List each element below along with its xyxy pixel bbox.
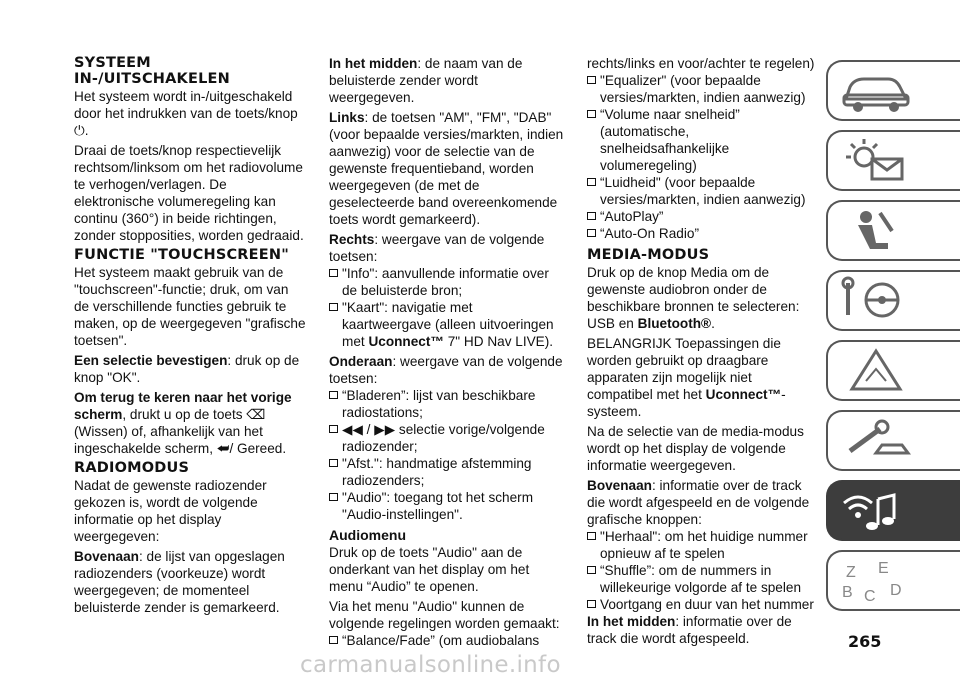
bold-term: Onderaan xyxy=(329,354,393,369)
column-1 xyxy=(74,55,306,619)
chapter-tabs xyxy=(826,60,960,620)
bullet-item: “Shuffle”: om de nummers in willekeurige volgorde af te spelen xyxy=(587,562,819,596)
heading-media-modus: MEDIA-MODUS xyxy=(587,247,710,263)
key-steering-icon xyxy=(836,275,926,325)
tab-emergency[interactable] xyxy=(826,340,960,401)
paragraph: Nadat de gewenste radiozender gekozen is, wordt de volgende informatie op het display weergegeven: xyxy=(74,478,267,544)
paragraph: Draai de toets/knop respectievelijk rechtsom/linksom om het radiovolume te verhogen/verlagen. De elektronische volumeregeling kan continu (360°) in beide richtingen, zonder stopposities, worden gedraaid. xyxy=(74,143,304,243)
paragraph xyxy=(74,389,306,457)
bold-term: Een selectie bevestigen xyxy=(74,353,228,368)
paragraph xyxy=(329,353,565,387)
paragraph: Druk op de toets "Audio" aan de onderkant van het display om het menu “Audio” te openen. xyxy=(329,545,530,594)
text: : de naam van de beluisterde zender wordt weergegeven. xyxy=(329,56,523,105)
heading-audiomenu: Audiomenu xyxy=(329,527,406,543)
bold-term: Uconnect™ xyxy=(368,334,444,349)
text: : de lijst van opgeslagen radiozenders (voorkeuze) wordt weergegeven; de momenteel beluisterde zender is gemarkeerd. xyxy=(74,549,285,615)
bullet-item: “Volume naar snelheid” (automatische, snelheidsafhankelijke volumeregeling) xyxy=(587,106,819,174)
text: -systeem. xyxy=(587,387,786,419)
paragraph xyxy=(329,231,565,265)
paragraph xyxy=(587,335,819,420)
bullet-item: Voortgang en duur van het nummer xyxy=(587,596,819,613)
text: Druk op de knop Media om de gewenste audiobron onder de beschikbare bronnen te selecteren: USB en xyxy=(587,265,800,331)
watermark: carmanualsonline.info xyxy=(300,652,561,678)
bold-term: Om terug te keren naar het vorige scherm xyxy=(74,390,292,422)
bold-term: Bovenaan xyxy=(587,478,652,493)
tab-index[interactable] xyxy=(826,550,960,611)
text: : weergave van de volgende toetsen: xyxy=(329,232,545,264)
heading-functie: FUNCTIE "TOUCHSCREEN" xyxy=(74,247,289,263)
sun-envelope-icon xyxy=(836,135,926,185)
page-number: 265 xyxy=(848,632,882,651)
bold-term: Bovenaan xyxy=(74,549,139,564)
tab-warning-lights[interactable] xyxy=(826,130,960,191)
bold-term: Rechts xyxy=(329,232,375,247)
text: "Kaart": navigatie met kaartweergave (alleen uitvoeringen met xyxy=(342,300,554,349)
bullet-item xyxy=(329,299,565,350)
tab-multimedia[interactable] xyxy=(826,480,960,541)
bullet-item: “Balance/Fade” (om audiobalans xyxy=(329,632,565,649)
paragraph xyxy=(587,264,819,332)
text: BELANGRIJK Toepassingen die worden gebruikt op draagbare apparaten zijn mogelijk niet compatibel met het xyxy=(587,336,781,402)
paragraph xyxy=(74,548,306,616)
bullet-item: "Herhaal": om het huidige nummer opnieuw af te spelen xyxy=(587,528,819,562)
bold-term: Bluetooth® xyxy=(637,316,712,331)
paragraph xyxy=(329,55,565,106)
paragraph xyxy=(329,109,565,228)
paragraph: Via het menu "Audio" kunnen de volgende regelingen worden gemaakt: xyxy=(329,599,560,631)
bullet-item: “Auto-On Radio” xyxy=(587,225,819,242)
bold-term: In het midden xyxy=(329,56,418,71)
bold-term: In het midden xyxy=(587,614,676,629)
tab-maintenance[interactable] xyxy=(826,410,960,471)
wrench-car-icon xyxy=(836,415,926,465)
text: 7" HD Nav LIVE). xyxy=(443,334,554,349)
bullet-item: "Info": aanvullende informatie over de beluisterde bron; xyxy=(329,265,565,299)
alphabet-index-icon xyxy=(836,555,926,605)
column-2 xyxy=(329,55,565,649)
svg-text:C: C xyxy=(864,588,876,605)
text: : de toetsen "AM", "FM", "DAB" (voor bepaalde versies/markten, indien aanwezig) voor de selectie van de gewenste frequentieband, worden weergegeven (de met de geselecteerde band overeenkomende toets wordt gemarkeerd). xyxy=(329,110,564,227)
text: : informatie over de track die wordt afgespeeld. xyxy=(587,614,792,646)
text: : informatie over de track die wordt afgespeeld en de volgende grafische knoppen: xyxy=(587,478,810,527)
text: . xyxy=(711,316,715,331)
paragraph: Na de selectie van de media-modus wordt op het display de volgende informatie weergegeven. xyxy=(587,424,804,473)
column-3 xyxy=(587,55,819,650)
paragraph xyxy=(587,477,819,528)
bullet-item: “AutoPlay” xyxy=(587,208,819,225)
bullet-item: ◀◀ / ▶▶ selectie vorige/volgende radiozender; xyxy=(329,421,565,455)
text: : weergave van de volgende toetsen: xyxy=(329,354,563,386)
bullet-item: “Luidheid" (voor bepaalde versies/markten, indien aanwezig) xyxy=(587,174,819,208)
bullet-item: "Equalizer" (voor bepaalde versies/markten, indien aanwezig) xyxy=(587,72,819,106)
paragraph xyxy=(74,352,306,386)
heading-radiomodus: RADIOMODUS xyxy=(74,460,190,476)
car-icon xyxy=(836,65,926,115)
svg-text:Z: Z xyxy=(846,564,856,581)
paragraph xyxy=(587,613,819,647)
svg-text:E: E xyxy=(878,560,889,577)
tab-safety[interactable] xyxy=(826,200,960,261)
paragraph: Het systeem maakt gebruik van de "touchscreen"-functie; druk, om van de verschillende functies gebruik te maken, op de weergegeven "grafische toetsen". xyxy=(74,265,306,348)
warning-triangle-icon xyxy=(836,345,926,395)
bullet-item: "Audio": toegang tot het scherm "Audio-instellingen". xyxy=(329,489,565,523)
bold-term: Links xyxy=(329,110,365,125)
bold-term: Uconnect™ xyxy=(705,387,782,402)
svg-text:B: B xyxy=(842,584,853,601)
tab-car[interactable] xyxy=(826,60,960,121)
heading-systeem: SYSTEEM IN-/UITSCHAKELEN xyxy=(74,55,230,87)
text: , drukt u op de toets ⌫ (Wissen) of, afhankelijk van het ingeschakelde scherm, ⮨/ Gereed. xyxy=(74,407,287,456)
bullet-item: “Bladeren”: lijst van beschikbare radiostations; xyxy=(329,387,565,421)
music-wifi-icon xyxy=(836,485,926,535)
tab-starting-driving[interactable] xyxy=(826,270,960,331)
text: rechts/links en voor/achter te regelen) xyxy=(587,56,815,71)
paragraph: Het systeem wordt in-/uitgeschakeld door het indrukken van de toets/knop ⏻. xyxy=(74,89,298,138)
bullet-item: "Afst.": handmatige afstemming radiozenders; xyxy=(329,455,565,489)
text: : druk op de knop "OK". xyxy=(74,353,300,385)
airbag-seat-icon xyxy=(836,205,926,255)
svg-text:D: D xyxy=(890,582,902,599)
